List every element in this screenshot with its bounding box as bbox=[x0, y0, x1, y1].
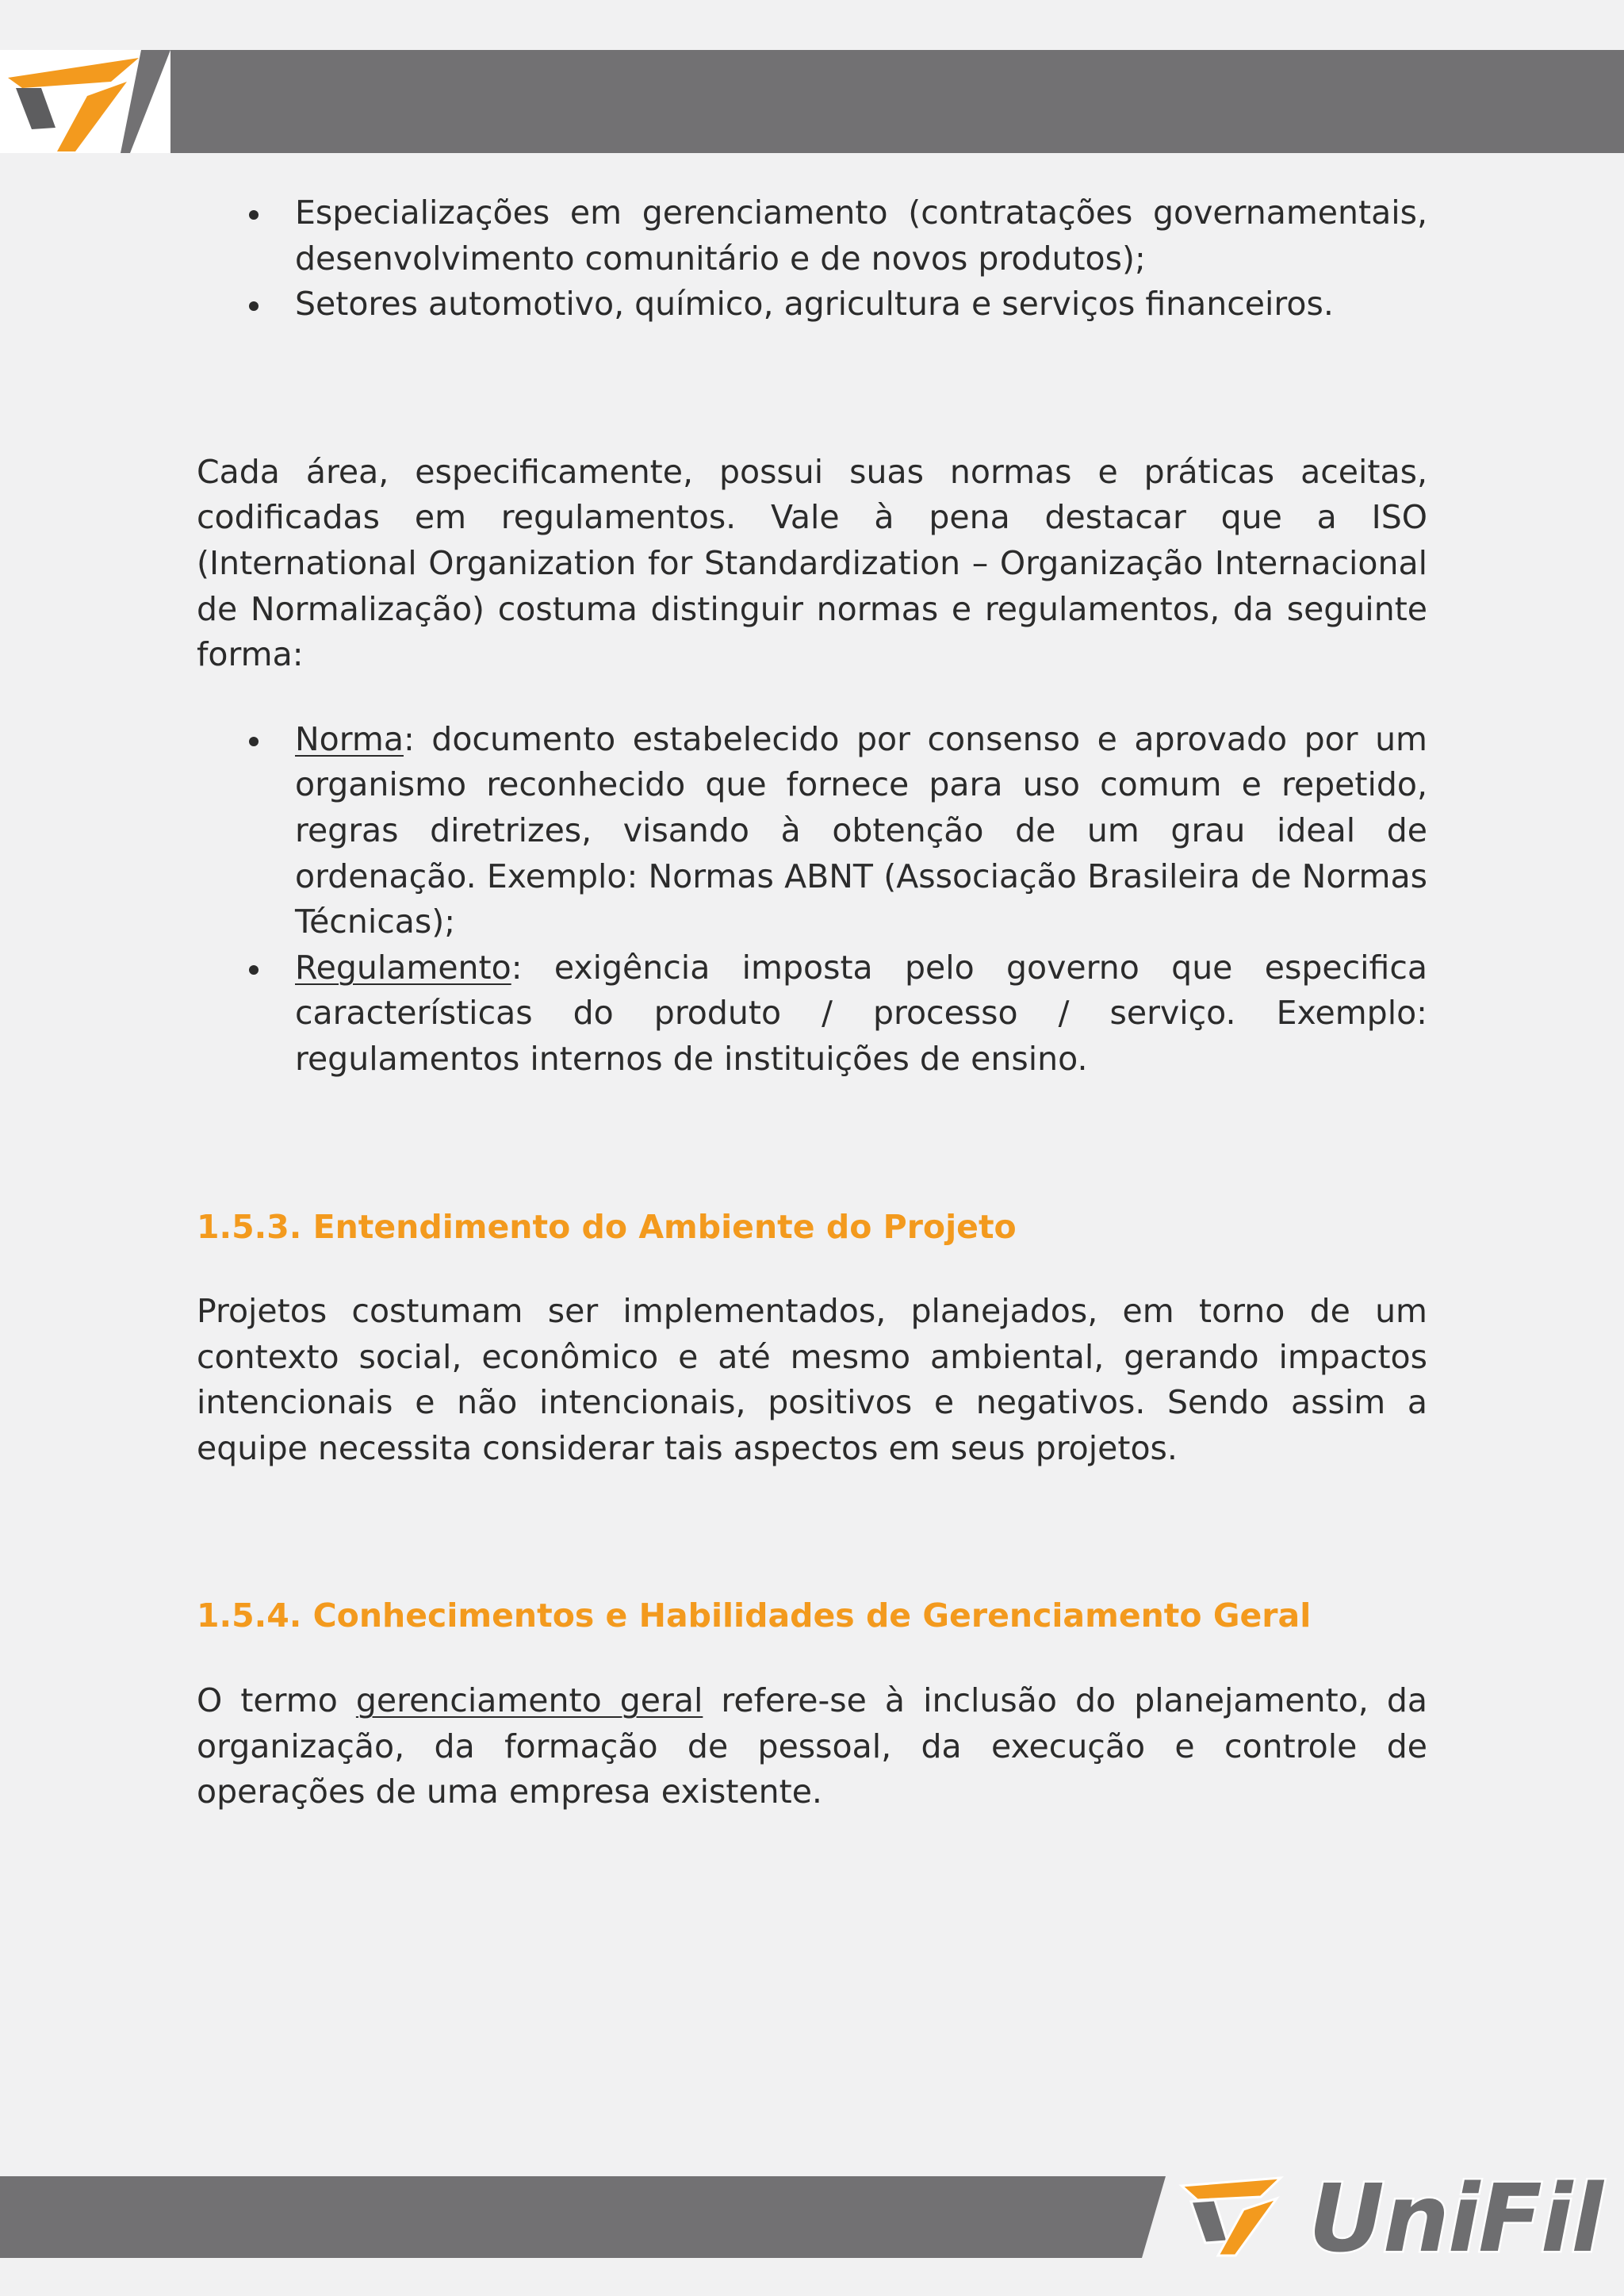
paragraph-text: refere-se à inclusão do planejamento, da organização, da formação de pessoal, da execução e controle de operações de uma empresa existente. bbox=[197, 1681, 1428, 1811]
definition-regulamento bbox=[295, 945, 1427, 1083]
list-item: Setores automotivo, químico, agricultura e serviços financeiros. bbox=[295, 282, 1427, 328]
section-heading-1-5-3: 1.5.3. Entendimento do Ambiente do Projeto bbox=[197, 1207, 1017, 1246]
bullet-list-definitions bbox=[197, 717, 1427, 1083]
paragraph-text: O termo bbox=[197, 1681, 356, 1720]
term-regulamento: Regulamento bbox=[295, 948, 511, 987]
definition-text: : documento estabelecido por consenso e aprovado por um organismo reconhecido que fornece para uso comum e repetido, regras diretrizes, visando à obtenção de um grau ideal de ordenação. Exemplo: Normas ABNT (Associação Brasileira de Normas Técnicas); bbox=[295, 719, 1427, 941]
section-1-5-4-paragraph bbox=[197, 1678, 1427, 1815]
section-1-5-3-paragraph: Projetos costumam ser implementados, planejados, em torno de um contexto social, econômico e até mesmo ambiental, gerando impactos intencionais e não intencionais, positivos e negativos. Sendo assim a equipe necessita considerar tais aspectos em seus projetos. bbox=[197, 1292, 1427, 1467]
definition-text: : exigência imposta pelo governo que especifica características do produto / processo / serviço. Exemplo: regulamentos internos de instituições de ensino. bbox=[295, 948, 1427, 1078]
section-heading-1-5-4: 1.5.4. Conhecimentos e Habilidades de Gerenciamento Geral bbox=[197, 1596, 1312, 1635]
definition-norma bbox=[295, 717, 1427, 945]
intro-paragraph: Cada área, especificamente, possui suas normas e práticas aceitas, codificadas em regulamentos. Vale à pena destacar que a ISO (International Organization for Standardization – Organização Internacional de Normalização) costuma distinguir normas e regulamentos, da seguinte forma: bbox=[197, 452, 1427, 674]
header-band bbox=[0, 50, 1624, 153]
term-norma: Norma bbox=[295, 719, 404, 758]
bullet-list-specializations bbox=[197, 190, 1427, 328]
term-gerenciamento-geral: gerenciamento geral bbox=[355, 1681, 703, 1720]
list-item: Especializações em gerenciamento (contratações governamentais, desenvolvimento comunitário e de novos produtos); bbox=[295, 190, 1427, 282]
document-body bbox=[197, 190, 1427, 1815]
footer-brand-name: UniFil bbox=[1308, 2164, 1602, 2273]
unifil-logo-icon bbox=[0, 50, 170, 153]
